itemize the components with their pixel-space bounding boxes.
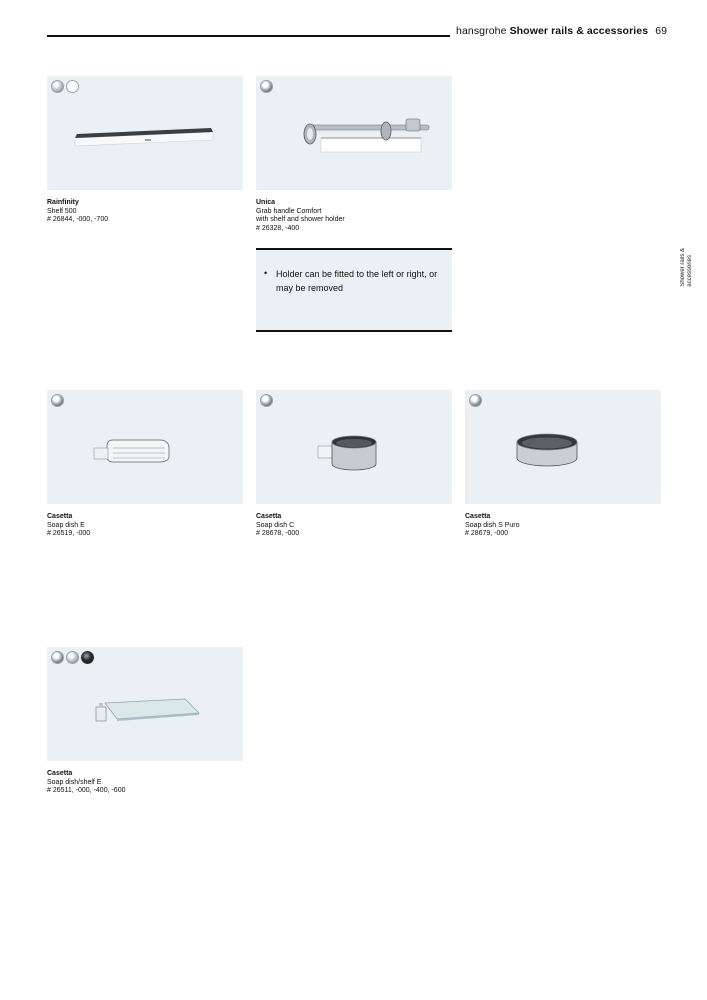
side-tab-label: Shower rails & accessories bbox=[680, 248, 693, 287]
header-section-title: Shower rails & accessories bbox=[509, 25, 649, 37]
product-code: # 26519, -000 bbox=[47, 530, 91, 538]
product-description: Soap dish/shelf E bbox=[47, 778, 102, 786]
product-card-casetta-soap-dish-c bbox=[256, 390, 452, 539]
product-code: # 28679, -000 bbox=[465, 530, 509, 538]
product-description: Soap dish S Puro bbox=[465, 521, 520, 529]
glass-shelf-product-illustration bbox=[47, 647, 243, 761]
info-box bbox=[256, 248, 452, 332]
soap-dish-e-product-illustration bbox=[47, 390, 243, 504]
running-header bbox=[456, 25, 667, 37]
product-description: Grab handle Comfort bbox=[256, 207, 322, 215]
product-card-casetta-soap-dish-e bbox=[47, 390, 243, 539]
soap-dish-s-puro-product-illustration bbox=[465, 390, 661, 504]
product-name: Unica bbox=[256, 199, 276, 206]
product-name: Rainfinity bbox=[47, 199, 79, 206]
product-description: Soap dish C bbox=[256, 521, 295, 529]
product-image bbox=[47, 390, 243, 504]
product-image bbox=[47, 76, 243, 190]
product-description: Soap dish E bbox=[47, 521, 85, 529]
shelf-product-illustration bbox=[47, 76, 243, 190]
product-code: # 26328, -400 bbox=[256, 224, 300, 232]
product-image bbox=[256, 390, 452, 504]
grab-handle-product-illustration bbox=[256, 76, 452, 190]
header-brand: hansgrohe bbox=[456, 25, 507, 37]
product-code: # 26511, -000, -400, -600 bbox=[47, 787, 126, 795]
product-name: Casetta bbox=[47, 513, 73, 520]
product-card-rainfinity-shelf bbox=[47, 76, 243, 225]
product-image bbox=[47, 647, 243, 761]
product-name: Casetta bbox=[465, 513, 491, 520]
product-card-unica-grab-handle bbox=[256, 76, 452, 233]
product-name: Casetta bbox=[256, 513, 282, 520]
side-tab bbox=[680, 248, 700, 308]
product-card-casetta-soap-dish-s-puro bbox=[465, 390, 661, 539]
header-rule bbox=[47, 35, 450, 37]
product-name: Casetta bbox=[47, 770, 73, 777]
product-image bbox=[465, 390, 661, 504]
product-code: # 28678, -000 bbox=[256, 530, 300, 538]
product-description-line2: with shelf and shower holder bbox=[256, 216, 345, 224]
product-image bbox=[256, 76, 452, 190]
product-card-casetta-soap-dish-shelf-e bbox=[47, 647, 243, 796]
bullet-icon: • bbox=[264, 268, 268, 278]
page-number: 69 bbox=[655, 25, 668, 37]
soap-dish-c-product-illustration bbox=[256, 390, 452, 504]
product-description: Shelf 500 bbox=[47, 207, 77, 215]
product-code: # 26844, -000, -700 bbox=[47, 216, 109, 224]
info-box-text: Holder can be fitted to the left or right, or may be removed bbox=[276, 269, 438, 293]
